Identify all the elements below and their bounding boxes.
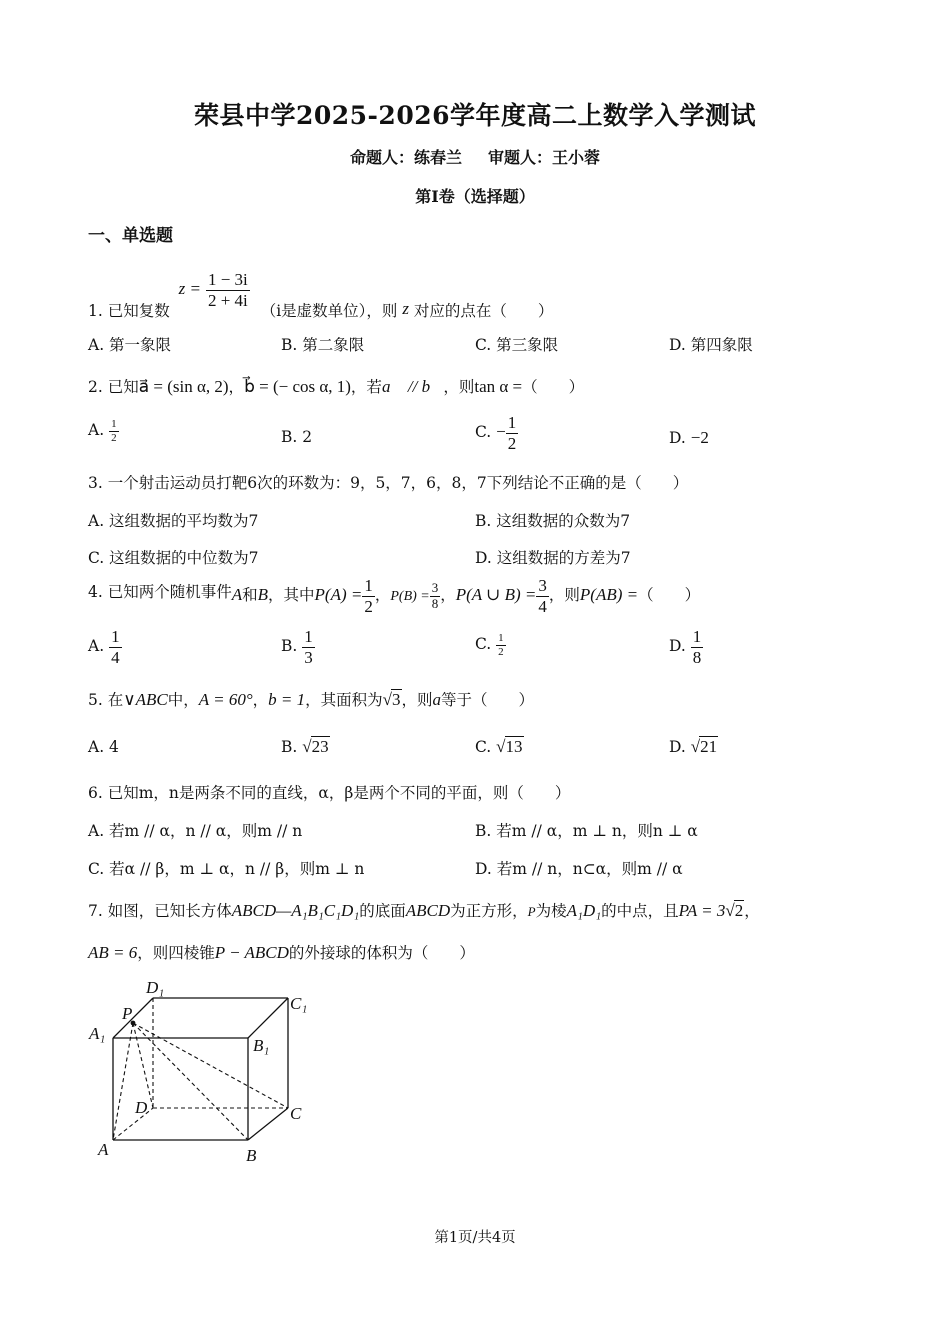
q5-a-var: a xyxy=(432,690,442,709)
q1-denominator: 2 + 4i xyxy=(207,290,248,310)
q5-text-end: 等于（ ） xyxy=(441,691,535,709)
q2-d-label: D. xyxy=(669,429,686,447)
q7-p: P xyxy=(527,904,536,919)
q2-option-d[interactable] xyxy=(669,428,709,448)
q5-b-value: 23 xyxy=(311,737,329,756)
q4-option-a[interactable] xyxy=(88,627,122,667)
q5-sep: ， xyxy=(252,691,269,709)
q4-pb-den: 8 xyxy=(431,595,439,611)
q5-lead: 5. 在 xyxy=(88,691,124,709)
q4-a-label: A. xyxy=(88,637,105,656)
q3-option-b[interactable]: B. 这组数据的众数为7 xyxy=(475,512,631,530)
q2-c-label: C. xyxy=(475,423,492,442)
page-title: 荣县中学2025-2026学年度高二上数学入学测试 xyxy=(193,101,757,130)
q2-a-num: 1 xyxy=(111,418,117,430)
q4-event-b: B xyxy=(257,585,269,605)
q4-d-den: 8 xyxy=(692,647,702,667)
q1-fraction xyxy=(206,270,250,310)
q7-text-e: 的中点，且 xyxy=(601,902,679,920)
q2-sep: ， xyxy=(228,378,245,396)
question-7-line-2 xyxy=(88,941,475,963)
segment-p-b xyxy=(133,1023,248,1140)
q7-pa-sqrt: 2 xyxy=(734,901,744,920)
question-3: 3. 一个射击运动员打靶6次的环数为：9，5，7，6，8，7下列结论不正确的是（ ） xyxy=(88,474,689,492)
q7-text-f: ，则四棱锥 xyxy=(137,944,215,962)
q2-lead: 2. 已知 xyxy=(88,378,139,396)
cuboid-figure xyxy=(80,975,340,1175)
q6-option-d[interactable]: D. 若m // n，n⊂α，则m // α xyxy=(475,860,683,878)
q4-a-fraction xyxy=(109,627,122,667)
q4-pb-fraction xyxy=(430,581,441,612)
question-7: 7. 如图，已知长方体ABCD—A₁B₁C₁D₁的底面ABCD为正方形，P为棱A₁D₁的中点，且PA = 3√2， xyxy=(88,901,760,920)
q4-pu-num: 3 xyxy=(538,576,547,595)
question-4 xyxy=(88,576,700,616)
page-footer: 第1页/共4页 xyxy=(434,1230,516,1246)
q4-b-fraction xyxy=(302,627,315,667)
q4-pu: P(A ∪ B) = xyxy=(455,585,537,605)
q1-z-var: z xyxy=(402,299,409,319)
q4-b-den: 3 xyxy=(304,647,313,667)
q1-option-b[interactable]: B. 第二象限 xyxy=(281,336,365,354)
q5-d-label: D. xyxy=(669,738,686,756)
q6-option-c[interactable]: C. 若α // β，m ⊥ α，n // β，则m ⊥ n xyxy=(88,860,365,878)
q4-b-label: B. xyxy=(281,637,298,656)
label-b1: B₁ xyxy=(253,1036,270,1055)
label-c: C xyxy=(290,1104,302,1123)
q2-option-c[interactable] xyxy=(475,413,518,453)
edge-a1-d1 xyxy=(113,998,153,1038)
q4-pa-den: 2 xyxy=(364,596,373,616)
question-1 xyxy=(88,262,554,321)
q7-pyramid: P − ABCD xyxy=(214,943,289,962)
q7-base: ABCD xyxy=(405,901,451,920)
q7-text-end: 的外接球的体积为（ ） xyxy=(288,944,475,962)
q5-c-label: C. xyxy=(475,738,492,756)
q4-a-den: 4 xyxy=(111,647,120,667)
q2-a-label: A. xyxy=(88,421,105,440)
q7-text-d: 为棱 xyxy=(535,902,567,920)
q2-a-den: 2 xyxy=(111,431,117,444)
q4-option-b[interactable] xyxy=(281,627,315,667)
q4-option-c[interactable] xyxy=(475,632,506,658)
q4-pu-fraction xyxy=(536,576,549,616)
q4-lead: 4. 已知两个随机事件 xyxy=(88,583,232,602)
q4-d-num: 1 xyxy=(692,627,702,646)
question-5: 5. 在∨ABC中，A = 60°，b = 1，其面积为√3，则a等于（ ） xyxy=(88,690,535,709)
q5-b-label: B. xyxy=(281,738,298,756)
q7-lead: 7. 如图，已知长方体 xyxy=(88,902,232,920)
q5-text-d: ，则 xyxy=(401,691,433,709)
label-b: B xyxy=(246,1146,257,1165)
q2-tan: tan α = xyxy=(474,377,523,396)
q5-angle: A = 60° xyxy=(198,690,253,709)
segment-p-d xyxy=(133,1023,153,1108)
q2-text-c: ，则 xyxy=(443,378,475,396)
q2-option-b[interactable]: B. 2 xyxy=(281,428,313,446)
q3-option-c[interactable]: C. 这组数据的中位数为7 xyxy=(88,549,259,567)
section-heading: 一、单选题 xyxy=(88,226,173,246)
label-p: P xyxy=(122,1004,133,1023)
q5-d-value: 21 xyxy=(700,737,718,756)
q4-c-num: 1 xyxy=(498,632,504,644)
authors-line xyxy=(0,145,950,168)
q4-text-c: ，则 xyxy=(548,586,580,605)
q2-vector-a: a⃗ = (sin α, 2) xyxy=(138,377,229,396)
q5-area: 3 xyxy=(392,690,401,709)
q6-option-b[interactable]: B. 若m // α，m ⊥ n，则n ⊥ α xyxy=(475,822,698,840)
q4-pb: P(B) = xyxy=(390,589,430,605)
segment-p-a xyxy=(113,1023,133,1140)
q4-option-d[interactable] xyxy=(669,627,703,667)
question-2 xyxy=(88,375,584,397)
q4-d-fraction xyxy=(691,627,704,667)
q2-option-a[interactable] xyxy=(88,418,119,444)
q7-text-c: 为正方形， xyxy=(450,902,528,920)
reviewer: 审题人：王小蓉 xyxy=(488,148,601,167)
q4-and: 和 xyxy=(242,586,258,605)
q1-lead: 1. 已知复数 xyxy=(88,302,170,321)
q5-option-a[interactable]: A. 4 xyxy=(88,738,119,756)
label-a: A xyxy=(98,1140,109,1159)
q4-d-label: D. xyxy=(669,637,686,656)
q7-edge: A₁D₁ xyxy=(566,901,602,920)
q1-option-c[interactable]: C. 第三象限 xyxy=(475,336,559,354)
q3-option-a[interactable]: A. 这组数据的平均数为7 xyxy=(88,512,259,530)
q4-pab: P(AB) = xyxy=(579,585,639,605)
q1-z-eq: z = xyxy=(178,279,201,299)
q7-box: ABCD—A₁B₁C₁D₁ xyxy=(231,901,360,920)
q3-option-d[interactable]: D. 这组数据的方差为7 xyxy=(475,549,631,567)
q4-text-end: （ ） xyxy=(638,586,701,605)
q1-text-after: （i是虚数单位），则 xyxy=(260,302,398,321)
q5-option-b[interactable]: B. √23 xyxy=(281,737,329,756)
q4-c-fraction xyxy=(496,632,506,658)
q6-option-a[interactable]: A. 若m // α，n // α，则m // n xyxy=(88,822,303,840)
label-a1: A₁ xyxy=(89,1024,106,1043)
q4-comma2: ， xyxy=(440,586,456,605)
q2-c-num: 1 xyxy=(507,413,517,432)
q1-text-end: 对应的点在（ ） xyxy=(413,302,554,321)
q4-c-den: 2 xyxy=(498,645,504,658)
q4-a-num: 1 xyxy=(111,627,120,646)
q2-c-den: 2 xyxy=(507,433,517,453)
q4-pu-den: 4 xyxy=(538,596,547,616)
q1-numerator: 1 − 3i xyxy=(207,270,248,289)
q5-text-c: ，其面积为 xyxy=(305,691,383,709)
q5-c-value: 13 xyxy=(505,737,523,756)
q5-option-c[interactable]: C. √13 xyxy=(475,737,523,756)
question-6: 6. 已知m，n是两条不同的直线，α，β是两个不同的平面，则（ ） xyxy=(88,784,571,802)
q2-text-b: ，若 xyxy=(350,378,382,396)
setter: 命题人：练春兰 xyxy=(349,148,462,167)
q2-text-end: （ ） xyxy=(522,378,585,396)
q2-vector-b: b⃗ = (− cos α, 1) xyxy=(244,377,351,396)
edge-b-c xyxy=(248,1108,288,1140)
q4-event-a: A xyxy=(231,585,243,605)
q1-option-d[interactable]: D. 第四象限 xyxy=(669,336,753,354)
q2-c-fraction xyxy=(506,413,519,453)
volume-heading: 第I卷（选择题） xyxy=(415,187,535,206)
label-d: D xyxy=(135,1098,148,1117)
edge-b1-c1 xyxy=(248,998,288,1038)
q2-c-sign: − xyxy=(496,422,506,442)
q7-pa: PA = 3 xyxy=(678,901,726,920)
q4-c-label: C. xyxy=(475,635,492,654)
q5-text-b: 中， xyxy=(167,691,199,709)
q7-text-b: 的底面 xyxy=(359,902,406,920)
q5-option-d[interactable]: D. √21 xyxy=(669,737,718,756)
label-d1: D₁ xyxy=(146,978,165,997)
q2-a-fraction xyxy=(109,418,119,444)
q4-comma1: ， xyxy=(374,586,391,605)
q2-d-value: −2 xyxy=(690,428,709,447)
q4-pa-num: 1 xyxy=(364,576,373,595)
q4-text-b: ，其中 xyxy=(268,586,315,605)
q7-ab: AB = 6 xyxy=(88,943,138,962)
q1-option-a[interactable]: A. 第一象限 xyxy=(88,336,172,354)
label-c1: C₁ xyxy=(290,994,308,1013)
q2-parallel: a⃗ // b⃗ xyxy=(381,377,444,396)
q7-comma: ， xyxy=(744,902,760,920)
q4-pa: P(A) = xyxy=(314,585,363,605)
q4-pa-fraction xyxy=(362,576,375,616)
q4-pb-num: 3 xyxy=(431,579,439,595)
q5-triangle: ∨ABC xyxy=(123,690,168,709)
q5-b-eq: b = 1 xyxy=(268,690,306,709)
q4-b-num: 1 xyxy=(304,627,313,646)
